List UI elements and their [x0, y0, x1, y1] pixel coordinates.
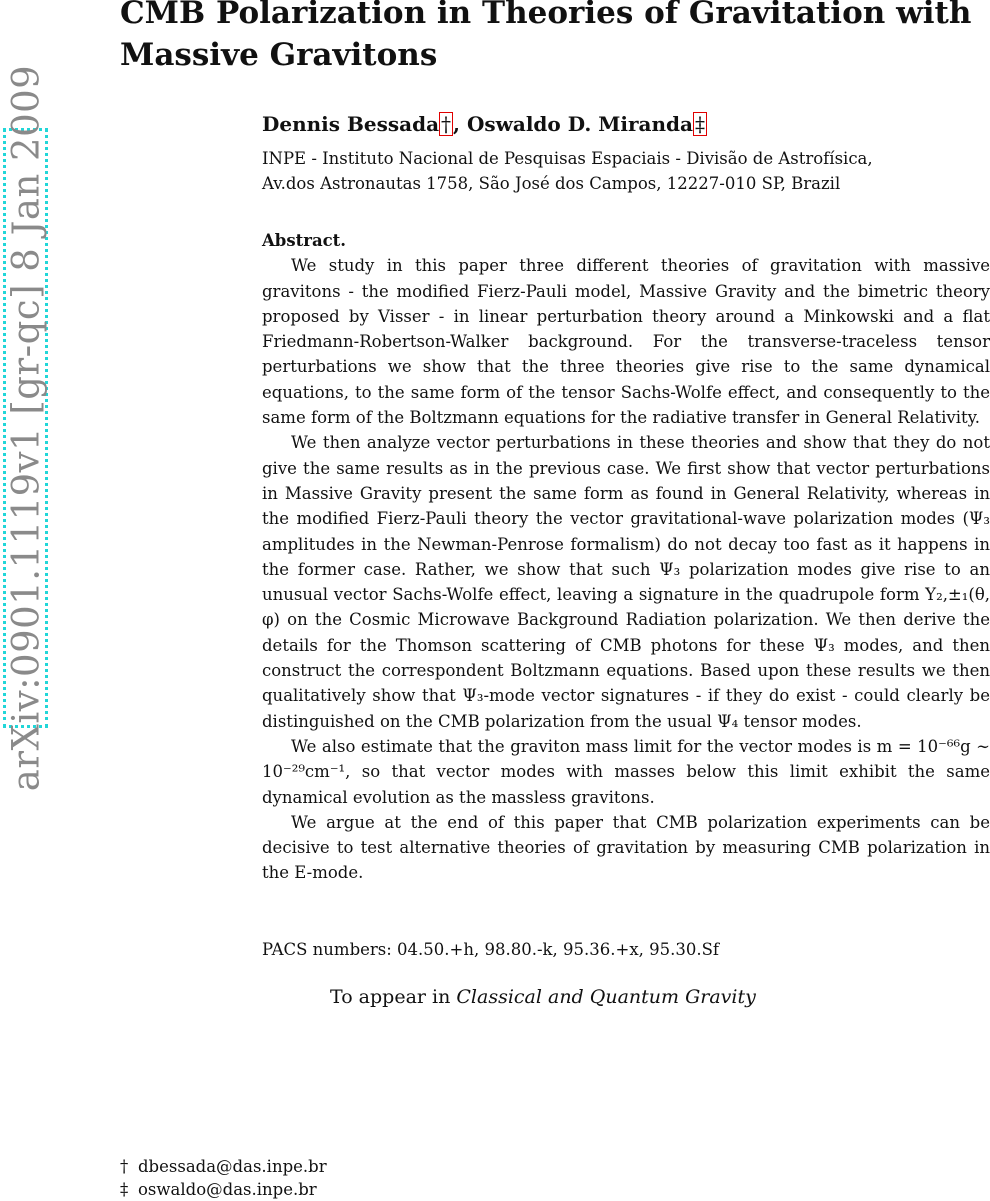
- footnote-item: [120, 1155, 327, 1178]
- abstract-paragraph: We also estimate that the graviton mass limit for the vector modes is m = 10⁻⁶⁶g ∼ 10⁻²⁹cm⁻¹, so that vector modes with masses below this limit exhibit the same dynamical evolution as the massless gravitons.: [262, 736, 990, 807]
- pacs-numbers: PACS numbers: 04.50.+h, 98.80.-k, 95.36.+x, 95.30.Sf: [262, 940, 720, 959]
- footnote-link-dagger[interactable]: †: [441, 112, 452, 136]
- publication-prefix: To appear in: [330, 986, 457, 1008]
- footnote-email[interactable]: dbessada@das.inpe.br: [138, 1157, 327, 1176]
- arxiv-stamp[interactable]: arXiv:0901.1119v1 [gr-qc] 8 Jan 2009: [4, 64, 48, 792]
- author-name: Oswaldo D. Miranda: [466, 112, 693, 136]
- footnote-symbol: †: [120, 1157, 129, 1176]
- journal-name: Classical and Quantum Gravity: [456, 986, 756, 1008]
- abstract-heading: Abstract.: [262, 231, 347, 250]
- footnote-item: [120, 1178, 327, 1201]
- affiliation-line: INPE - Instituto Nacional de Pesquisas Espaciais - Divisão de Astrofísica,: [262, 149, 873, 168]
- author-separator: ,: [453, 112, 467, 136]
- footnotes: [120, 1155, 327, 1201]
- abstract-paragraph: We study in this paper three different theories of gravitation with massive gravitons - the modified Fierz-Pauli model, Massive Gravity and the bimetric theory proposed by Visser - in linear perturbation theory around a Minkowski and a flat Friedmann-Robertson-Walker background. For the transverse-traceless tensor perturbations we show that the three theories give rise to the same dynamical equations, to the same form of the tensor Sachs-Wolfe effect, and consequently to the same form of the Boltzmann equations for the radiative transfer in General Relativity.: [262, 256, 990, 428]
- author-line: [262, 112, 707, 136]
- paper-title: CMB Polarization in Theories of Gravitation with Massive Gravitons: [120, 0, 972, 73]
- abstract: [262, 228, 990, 886]
- affiliation-line: Av.dos Astronautas 1758, São José dos Campos, 12227-010 SP, Brazil: [262, 174, 841, 193]
- footnote-email[interactable]: oswaldo@das.inpe.br: [138, 1180, 317, 1199]
- footnote-symbol: ‡: [120, 1180, 129, 1199]
- publication-note: [330, 986, 756, 1008]
- footnote-link-double-dagger[interactable]: ‡: [694, 112, 705, 136]
- abstract-paragraph: We then analyze vector perturbations in these theories and show that they do not give the same results as in the previous case. We first show that vector perturbations in Massive Gravity present the same form as found in General Relativity, whereas in the modified Fierz-Pauli theory the vector gravitational-wave polarization modes (Ψ₃ amplitudes in the Newman-Penrose formalism) do not decay too fast as it happens in the former case. Rather, we show that such Ψ₃ polarization modes give rise to an unusual vector Sachs-Wolfe effect, leaving a signature in the quadrupole form Y₂,±₁(θ, φ) on the Cosmic Microwave Background Radiation polarization. We then derive the details for the Thomson scattering of CMB photons for these Ψ₃ modes, and then construct the correspondent Boltzmann equations. Based upon these results we then qualitatively show that Ψ₃-mode vector signatures - if they do exist - could clearly be distinguished on the CMB polarization from the usual Ψ₄ tensor modes.: [262, 433, 990, 731]
- affiliation: [262, 146, 962, 196]
- abstract-paragraph: We argue at the end of this paper that CMB polarization experiments can be decisive to test alternative theories of gravitation by measuring CMB polarization in the E-mode.: [262, 812, 990, 883]
- author-name: Dennis Bessada: [262, 112, 440, 136]
